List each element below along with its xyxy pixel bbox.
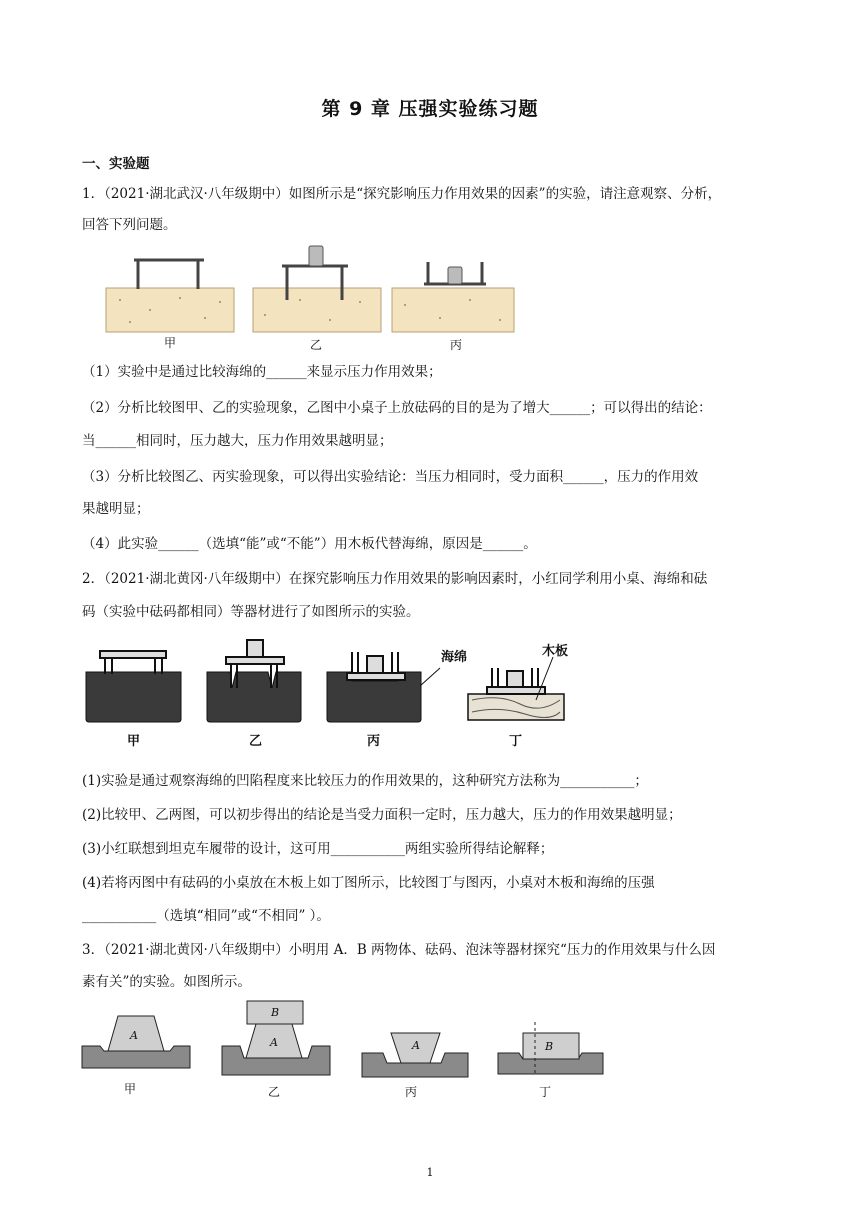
- q1-label-jia: 甲: [164, 336, 177, 350]
- q2-label-jia: 甲: [127, 734, 141, 749]
- q2-sub-2: (2)比较甲、乙两图，可以初步得出的结论是当受力面积一定时，压力越大，压力的作用效果越明显；: [82, 807, 682, 823]
- q3-line-1: 3．（2021·湖北黄冈·八年级期中）小明用 A．B 两物体、砝码、泡沫等器材探究“压力的作用效果与什么因: [82, 942, 716, 958]
- q2-line-2: 码（实验中砝码都相同）等器材进行了如图所示的实验。: [82, 604, 420, 620]
- q1-sub-1: （1）实验中是通过比较海绵的______来显示压力作用效果；: [82, 364, 442, 380]
- q2-callout-sponge: 海绵: [441, 650, 468, 665]
- q2-line-1: 2．（2021·湖北黄冈·八年级期中）在探究影响压力作用效果的影响因素时，小红同学利用小桌、海绵和砝: [82, 571, 708, 587]
- q2-sub-1: (1)实验是通过观察海绵的凹陷程度来比较压力的作用效果的，这种研究方法称为___________；: [82, 773, 648, 789]
- q1-line-1: 1．（2021·湖北武汉·八年级期中）如图所示是“探究影响压力作用效果的因素”的实验，请注意观察、分析，: [82, 186, 722, 202]
- q3-label-jia: 甲: [124, 1082, 137, 1096]
- q3-letter-a-yi: A: [270, 1036, 278, 1049]
- q1-sub-3: 当______相同时，压力越大，压力作用效果越明显；: [82, 433, 393, 449]
- q2-sub-5: ___________（选填“相同”或“不相同” ）。: [82, 908, 330, 924]
- q1-sub-6: （4）此实验______（选填“能”或“不能”）用木板代替海绵，原因是______。: [82, 536, 537, 552]
- q1-sub-2: （2）分析比较图甲、乙的实验现象，乙图中小桌子上放砝码的目的是为了增大______；可以得出的结论：: [82, 400, 712, 416]
- q2-callout-board: 木板: [542, 644, 569, 659]
- q2-sub-4: (4)若将丙图中有砝码的小桌放在木板上如丁图所示，比较图丁与图丙，小桌对木板和海绵的压强: [82, 875, 655, 891]
- section-heading: 一、实验题: [82, 156, 150, 172]
- q2-label-ding: 丁: [509, 734, 523, 749]
- q3-letter-b-yi: B: [271, 1006, 280, 1019]
- q1-label-yi: 乙: [310, 338, 323, 352]
- q2-label-bing: 丙: [367, 734, 381, 749]
- page-title: 第 9 章 压强实验练习题: [321, 98, 539, 120]
- q1-sub-4: （3）分析比较图乙、丙实验现象，可以得出实验结论：当压力相同时，受力面积______，压力的作用效: [82, 469, 699, 485]
- q3-label-ding: 丁: [539, 1085, 552, 1099]
- q1-line-2: 回答下列问题。: [82, 217, 177, 233]
- q2-sub-3: (3)小红联想到坦克车履带的设计，这可用___________两组实验所得结论解释；: [82, 841, 554, 857]
- q3-letter-b-ding: B: [545, 1040, 554, 1053]
- q1-sub-5: 果越明显；: [82, 501, 150, 517]
- q2-label-yi: 乙: [249, 734, 263, 749]
- q3-line-2: 素有关”的实验。如图所示。: [82, 974, 251, 990]
- q3-letter-a-jia: A: [130, 1029, 138, 1042]
- q1-label-bing: 丙: [450, 338, 463, 352]
- q3-label-yi: 乙: [268, 1085, 281, 1099]
- page-number: 1: [426, 1166, 434, 1179]
- q3-label-bing: 丙: [405, 1085, 418, 1099]
- q3-letter-a-bing: A: [412, 1039, 420, 1052]
